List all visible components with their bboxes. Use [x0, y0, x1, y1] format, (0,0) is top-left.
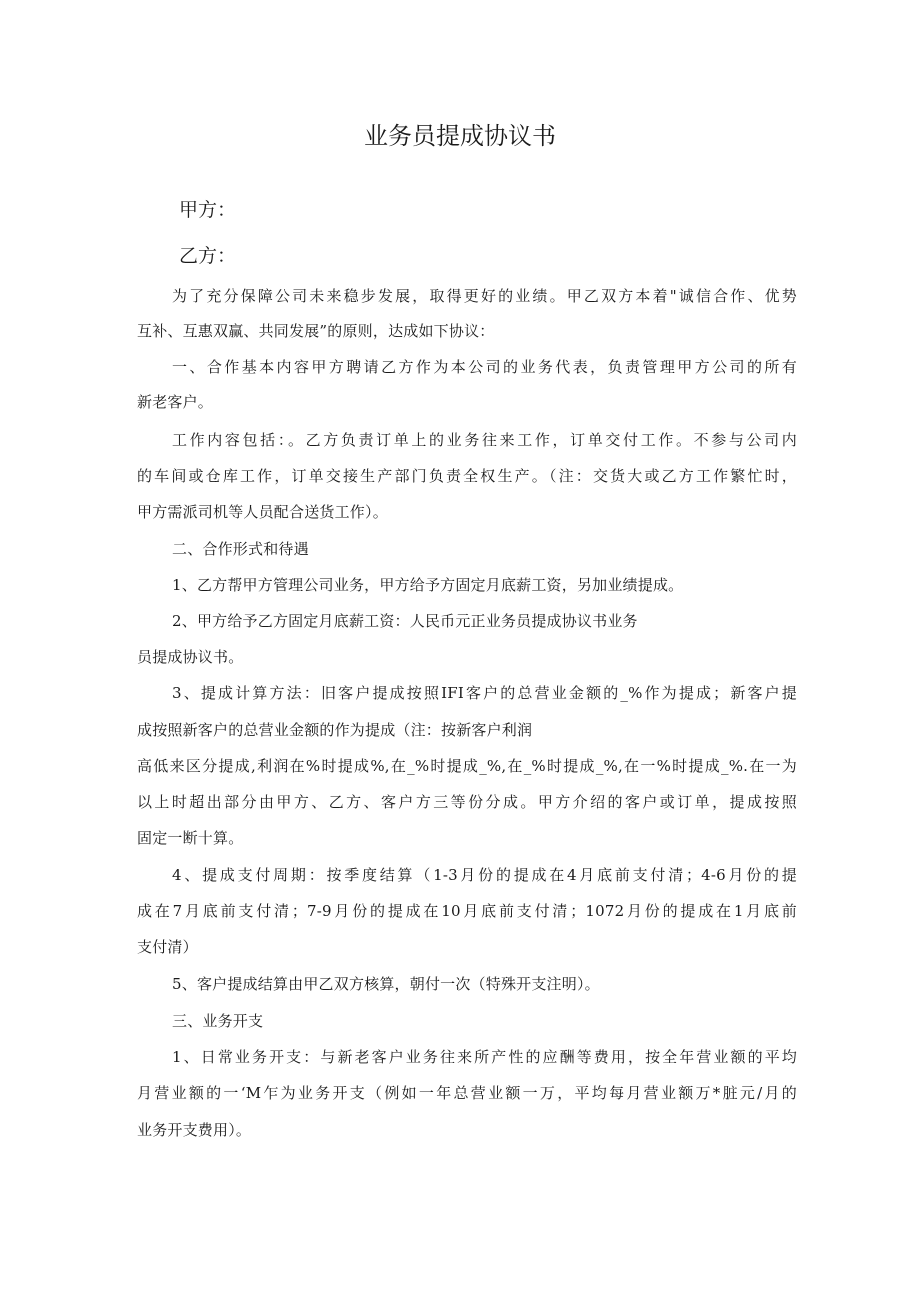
body-line: 新老客户。: [137, 393, 214, 411]
body-line: 4、提成支付周期：按季度结算（1-3月份的提成在4月底前支付清；4-6月份的提: [172, 866, 797, 884]
body-line: 支付清）: [137, 938, 198, 956]
body-line: 为了充分保障公司未来稳步发展，取得更好的业绩。甲乙双方本着"诚信合作、优势: [172, 287, 797, 305]
body-line: 以上时超出部分由甲方、乙方、客户方三等份分成。甲方介绍的客户或订单，提成按照: [137, 793, 797, 811]
body-line: 成按照新客户的总营业金额的作为提成（注：按新客户利润: [137, 721, 533, 739]
body-line: 甲方需派司机等人员配合送货工作）。: [137, 503, 388, 521]
body-line: 月营业额的一‘M乍为业务开支（例如一年总营业额一万，平均每月营业额万*脏元/月的: [137, 1084, 797, 1102]
document-title: 业务员提成协议书: [364, 122, 556, 150]
body-line: 5、客户提成结算由甲乙双方核算，朝付一次（特殊开支注明）。: [172, 975, 600, 993]
party-b-label: 乙方：: [179, 245, 237, 267]
body-line: 工作内容包括：。乙方负责订单上的业务往来工作，订单交付工作。不参与公司内: [172, 431, 797, 449]
body-line: 互补、互惠双赢、共同发展”的原则，达成如下协议：: [137, 322, 495, 340]
body-line: 一、合作基本内容甲方聘请乙方作为本公司的业务代表，负责管理甲方公司的所有: [172, 358, 797, 376]
body-line: 的车间或仓库工作，订单交接生产部门负责全权生产。（注：交货大或乙方工作繁忙时，: [137, 467, 797, 485]
body-line: 固定一断十算。: [137, 829, 244, 847]
body-line: 成在7月底前支付清；7-9月份的提成在10月底前支付清；1072月份的提成在1月底前: [137, 902, 797, 920]
section-heading: 三、业务开支: [172, 1012, 264, 1030]
body-line: 业务开支费用）。: [137, 1121, 252, 1139]
body-line: 高低来区分提成,利润在%时提成%,在_%时提成_%,在_%时提成_%,在一%时提成_%.在一为: [137, 757, 797, 775]
body-line: 1、日常业务开支：与新老客户业务往来所产性的应酬等费用，按全年营业额的平均: [172, 1048, 797, 1066]
party-a-label: 甲方：: [179, 199, 237, 221]
body-line: 1、乙方帮甲方管理公司业务，甲方给予方固定月底薪工资，另加业绩提成。: [172, 576, 684, 594]
body-line: 3、提成计算方法：旧客户提成按照IFI客户的总营业金额的_%作为提成；新客户提: [172, 684, 797, 702]
body-line: 员提成协议书。: [137, 648, 244, 666]
section-heading: 二、合作形式和待遇: [172, 540, 309, 558]
body-line: 2、甲方给予乙方固定月底薪工资：人民币元正业务员提成协议书业务: [172, 612, 638, 630]
